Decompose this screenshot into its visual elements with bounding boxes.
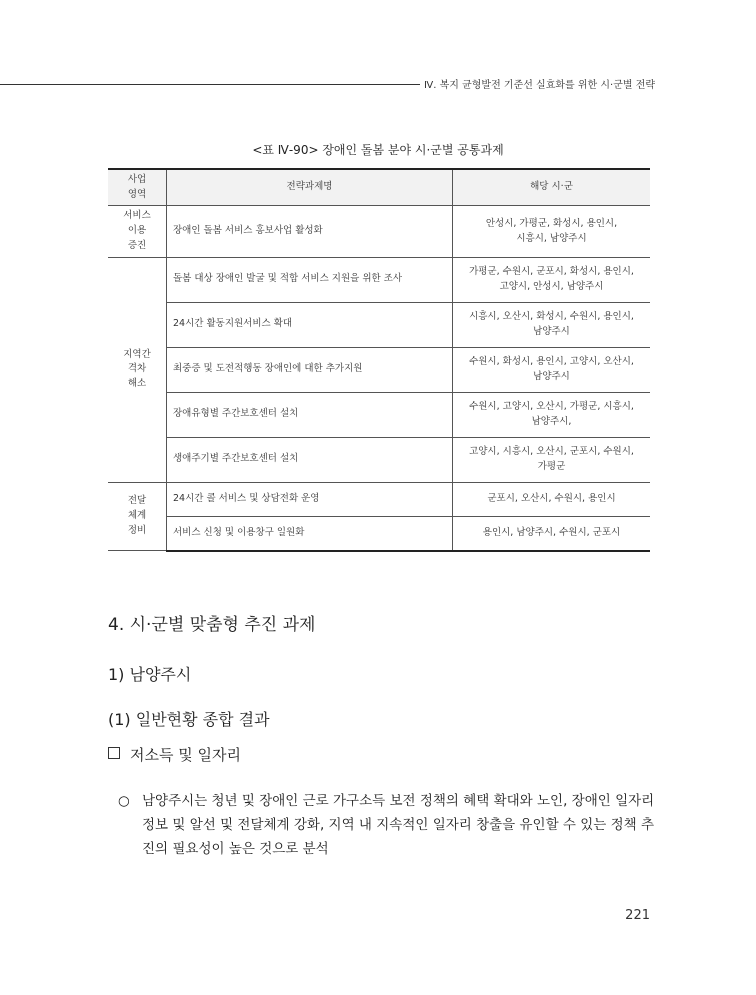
cities-cell: 고양시, 시흥시, 오산시, 군포시, 수원시, 가평군 [453, 437, 651, 482]
task-cell: 24시간 콜 서비스 및 상담전화 운영 [167, 482, 453, 516]
subsection-heading-1-1: (1) 일반현황 종합 결과 [108, 710, 270, 729]
table-row [108, 206, 650, 257]
running-header: Ⅳ. 복지 균형발전 기준선 실효화를 위한 시·군별 전략 [424, 80, 656, 91]
area-cell: 서비스 이용 증진 [108, 206, 167, 257]
area-cell: 전달 체계 정비 [108, 482, 167, 551]
square-box-icon [108, 747, 120, 759]
circle-bullet-icon: ○ [118, 793, 130, 809]
analysis-bullet [118, 789, 663, 861]
section-heading-4: 4. 시·군별 맞춤형 추진 과제 [108, 615, 316, 635]
table-caption: <표 Ⅳ-90> 장애인 돌봄 분야 시·군별 공통과제 [252, 143, 504, 157]
header-cities: 해당 시·군 [453, 169, 651, 206]
table-row [108, 437, 650, 482]
cities-cell: 수원시, 화성시, 용인시, 고양시, 오산시, 남양주시 [453, 347, 651, 392]
task-cell: 최중증 및 도전적행동 장애인에 대한 추가지원 [167, 347, 453, 392]
bullet-text: 남양주시는 청년 및 장애인 근로 가구소득 보전 정책의 혜택 확대와 노인, 장애인 일자리 정보 및 알선 및 전달체계 강화, 지역 내 지속적인 일자리 창출을 유인할 수 있는 정책 추진의 필요성이 높은 것으로 분석 [142, 793, 655, 857]
cities-cell: 수원시, 고양시, 오산시, 가평군, 시흥시, 남양주시, [453, 392, 651, 437]
subsection-heading-1: 1) 남양주시 [108, 665, 192, 684]
topic-heading [108, 744, 241, 765]
table-row [108, 482, 650, 516]
task-cell: 서비스 신청 및 이용창구 일원화 [167, 516, 453, 551]
tasks-table [108, 168, 650, 552]
cities-cell: 가평군, 수원시, 군포시, 화성시, 용인시, 고양시, 안성시, 남양주시 [453, 257, 651, 302]
table-row [108, 347, 650, 392]
area-cell: 지역간 격차 해소 [108, 257, 167, 482]
cities-cell: 안성시, 가평군, 화성시, 용인시, 시흥시, 남양주시 [453, 206, 651, 257]
header-task: 전략과제명 [167, 169, 453, 206]
task-cell: 장애유형별 주간보호센터 설치 [167, 392, 453, 437]
task-cell: 장애인 돌봄 서비스 홍보사업 활성화 [167, 206, 453, 257]
table-row [108, 257, 650, 302]
cities-cell: 시흥시, 오산시, 화성시, 수원시, 용인시, 남양주시 [453, 302, 651, 347]
task-cell: 생애주기별 주간보호센터 설치 [167, 437, 453, 482]
table-row [108, 392, 650, 437]
topic-heading-text: 저소득 및 일자리 [130, 746, 241, 764]
header-rule [0, 84, 420, 85]
cities-cell: 군포시, 오산시, 수원시, 용인시 [453, 482, 651, 516]
cities-cell: 용인시, 남양주시, 수원시, 군포시 [453, 516, 651, 551]
header-area: 사업 영역 [108, 169, 167, 206]
table-header-row [108, 169, 650, 206]
table-row [108, 516, 650, 551]
task-cell: 24시간 활동지원서비스 확대 [167, 302, 453, 347]
table-row [108, 302, 650, 347]
page-number: 221 [625, 908, 650, 923]
task-cell: 돌봄 대상 장애인 발굴 및 적합 서비스 지원을 위한 조사 [167, 257, 453, 302]
